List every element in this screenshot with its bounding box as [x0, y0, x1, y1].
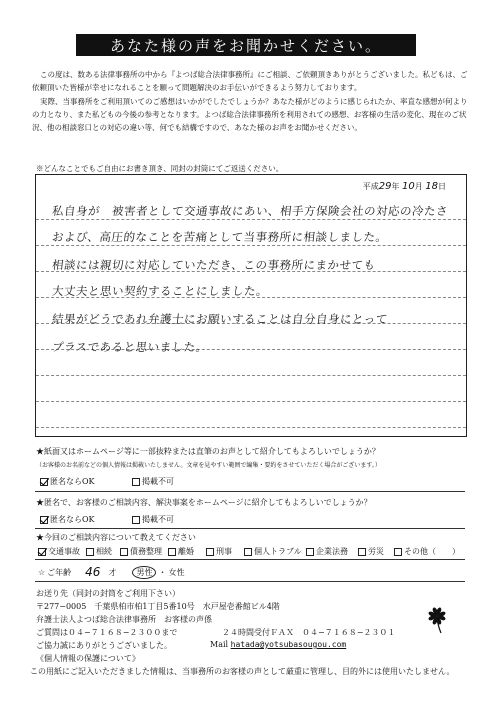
- checkbox-checked[interactable]: [40, 478, 48, 486]
- divider: [35, 491, 465, 492]
- footer-tel: ご質問は０４−７１６８−２３００まで: [36, 628, 178, 637]
- checkbox[interactable]: [244, 548, 252, 556]
- checkbox[interactable]: [132, 478, 140, 486]
- footer-address: 〒277−0005 千葉県柏市柏1丁目5番10号 水戸屋壱番館ビル4階: [36, 602, 280, 611]
- q1-option-anonymous[interactable]: 匿名ならOK: [40, 476, 95, 487]
- checkbox[interactable]: [120, 548, 128, 556]
- q2-option-anonymous[interactable]: 匿名ならOK: [40, 514, 95, 525]
- q3-other-close: ）: [452, 547, 460, 556]
- q1-note: （お客様のお名前などの個人情報は掲載いたしません。文章を見やすい範囲で編集・要約をさせていただく場合がございます。）: [36, 462, 381, 469]
- footer-privacy: この用紙にご記入いただきました情報は、当事務所のお客様の声として厳重に管理し、目的外には使用いたしません。: [30, 667, 455, 676]
- checkbox[interactable]: [394, 548, 402, 556]
- star-icon: ☆: [38, 567, 46, 577]
- write-prompt: ※どんなことでもご自由にお書き頂き、同封の封筒にてご返送ください。: [36, 164, 284, 173]
- intro-paragraph-2: 実際、当事務所をご利用頂いてのご感想はいかがでしたでしょうか？あなた様がどのように感じられたか、率直な感想が何よりの力となり、また私どもの今後の参考となります。よつば総合法律事務所を利用されての感想、お客様の生活の変化、現在のご状況、他の相談窓口との対応の違い等、何でも結構ですので、あなた様のお声をお聞かせください。: [32, 97, 468, 132]
- q3-option-labor-accident[interactable]: 労災: [358, 546, 384, 557]
- q3-option-debt[interactable]: 債務整理: [120, 546, 162, 557]
- footer-org: 弁護士法人よつば総合法律事務所 お客様の声係: [36, 615, 212, 624]
- handwritten-line-3: 相談には親切に対応していただき、この事務所にまかせても: [51, 258, 377, 272]
- q3-option-divorce[interactable]: 離婚: [168, 546, 194, 557]
- handwritten-line-4: 大丈夫と思い契約することにしました。: [51, 284, 269, 298]
- divider: [35, 581, 465, 582]
- page-title: あなた様の声をお聞かせください。: [76, 34, 416, 56]
- q2-option-no[interactable]: 掲載不可: [132, 514, 174, 525]
- checkbox-checked[interactable]: [40, 516, 48, 524]
- q3-option-corporate[interactable]: 企業法務: [306, 546, 348, 557]
- age-row[interactable]: ☆ ご年齢 46 才 男性 ・ 女性: [38, 565, 185, 579]
- q3-option-traffic[interactable]: 交通事故: [38, 546, 80, 557]
- comment-area[interactable]: [35, 174, 467, 437]
- q3-question: ★今回のご相談内容について教えてください: [36, 533, 196, 542]
- checkbox[interactable]: [206, 548, 214, 556]
- checkbox[interactable]: [132, 516, 140, 524]
- mail-link[interactable]: hatada@yotsubasougou.com: [230, 640, 347, 649]
- q3-option-other[interactable]: その他（: [394, 546, 436, 557]
- checkbox[interactable]: [358, 548, 366, 556]
- handwritten-line-2: および、高圧的なことを苦痛として当事務所に相談しました。: [51, 230, 389, 244]
- intro-paragraph-1: この度は、数ある法律事務所の中から『よつば総合法律事務所』にご相談、ご依頼頂きありがとうございました。私どもは、ご依頼頂いた皆様が幸せになれることを願って問題解決のお手伝いができるよう努力しております。: [32, 70, 468, 92]
- age-value[interactable]: 46: [85, 565, 101, 579]
- footer-mail: Mail hatada@yotsubasougou.com: [210, 640, 347, 649]
- checkbox[interactable]: [86, 548, 94, 556]
- date-field: 平成29年 10月 18日: [362, 181, 446, 192]
- divider: [35, 559, 465, 560]
- q3-option-personal-trouble[interactable]: 個人トラブル: [244, 546, 302, 557]
- footer-privacy-title: 《個人情報の保護について》: [36, 654, 140, 663]
- footer-send-to: お送り先（同封の封筒をご利用下さい）: [36, 589, 180, 598]
- handwritten-line-6: プラスであると思いました。: [51, 340, 209, 354]
- gender-male-selected[interactable]: 男性: [132, 566, 156, 579]
- divider: [35, 528, 465, 529]
- q3-option-inheritance[interactable]: 相続: [86, 546, 112, 557]
- handwritten-line-1: 私自身が 被害者として交通事故にあい、相手方保険会社の対応の冷たさ: [51, 204, 449, 218]
- handwritten-line-5: 結果がどうであれ弁護士にお願いすることは自分自身にとって: [51, 312, 389, 326]
- checkbox-checked[interactable]: [38, 548, 46, 556]
- intro-text: [32, 68, 472, 135]
- checkbox[interactable]: [168, 548, 176, 556]
- clover-icon: [425, 604, 449, 634]
- gender-female[interactable]: 女性: [168, 567, 185, 577]
- q1-option-no[interactable]: 掲載不可: [132, 476, 174, 487]
- q1-question: ★紙面又はホームページ等に一部抜粋または直筆のお声として紹介してもよろしいでしょうか？: [36, 447, 380, 456]
- footer-thanks: ご協力誠にありがとうございました。: [36, 641, 172, 650]
- checkbox[interactable]: [306, 548, 314, 556]
- q2-question: ★匿名で、お客様のご相談内容、解決事案をホームページに紹介してもよろしいでしょうか？: [36, 498, 372, 507]
- q3-option-criminal[interactable]: 刑事: [206, 546, 232, 557]
- footer-fax: ２４時間受付ＦＡＸ ０４−７１６８−２３０１: [222, 628, 396, 637]
